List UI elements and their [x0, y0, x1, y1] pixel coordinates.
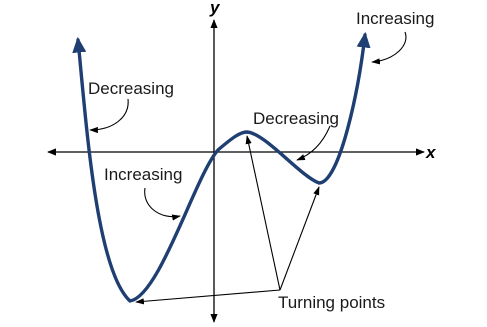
turning-point-leader-min — [280, 187, 319, 290]
label-turning-points: Turning points — [278, 293, 386, 312]
decreasing-middle-leader — [297, 126, 330, 160]
label-increasing-right: Increasing — [356, 9, 435, 28]
decreasing-left-leader — [90, 99, 128, 130]
turning-point-leader-bottom — [136, 290, 280, 302]
label-increasing-left: Increasing — [104, 165, 183, 184]
x-axis-label: x — [426, 143, 436, 162]
y-axis-label: y — [210, 0, 220, 17]
turning-point-leader-max — [247, 136, 280, 290]
increasing-left-leader — [145, 188, 180, 217]
label-decreasing-middle: Decreasing — [253, 109, 339, 128]
increasing-right-leader — [372, 32, 406, 62]
label-decreasing-left: Decreasing — [88, 79, 174, 98]
